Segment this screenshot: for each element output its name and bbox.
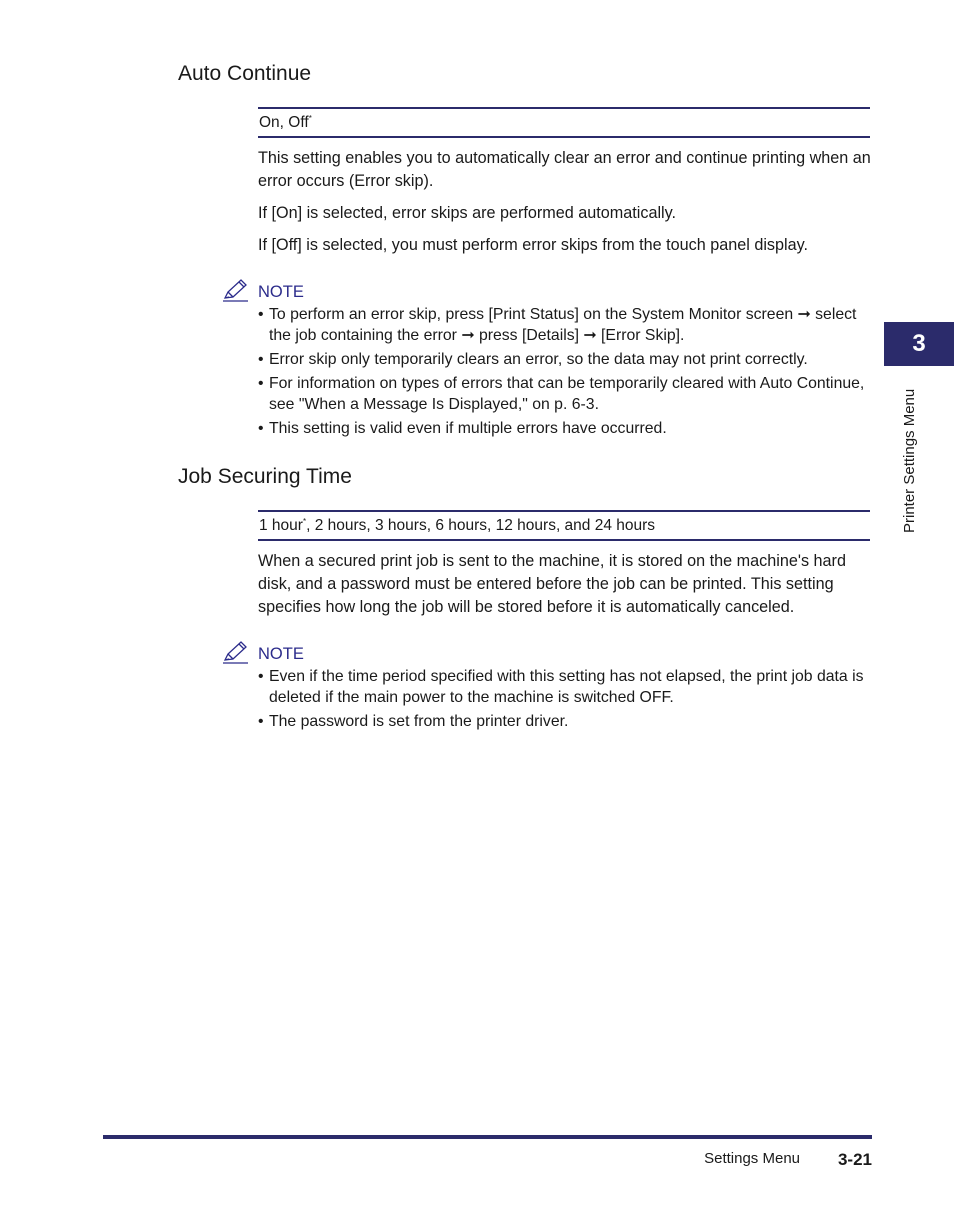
section-title-auto-continue: Auto Continue: [178, 62, 312, 85]
paragraph: If [Off] is selected, you must perform error skips from the touch panel display.: [258, 236, 809, 254]
chapter-tab: [884, 322, 954, 366]
options-text: 1 hour: [259, 517, 303, 534]
note-list: [258, 304, 873, 442]
note-label: NOTE: [258, 282, 304, 301]
note-header: [222, 280, 304, 304]
note-header: [222, 642, 304, 666]
options-text-rest: , 2 hours, 3 hours, 6 hours, 12 hours, and 24 hours: [306, 517, 656, 534]
default-mark: *: [308, 114, 312, 123]
pencil-icon: [222, 640, 250, 669]
paragraph: When a secured print job is sent to the machine, it is stored on the machine's hard disk, and a password must be entered before the job can be printed. This setting specifies how long the job will be stored before it is automatically canceled.: [258, 552, 846, 616]
note-item: • Error skip only temporarily clears an error, so the data may not print correctly.: [258, 349, 873, 370]
chapter-number: 3: [912, 330, 926, 357]
footer-rule: [103, 1135, 872, 1139]
note-label: NOTE: [258, 644, 304, 663]
pencil-icon: [222, 278, 250, 307]
page-number: 3-21: [837, 1150, 872, 1169]
default-mark: *: [302, 517, 307, 526]
note-item: • Even if the time period specified with this setting has not elapsed, the print job data is deleted if the main power to the machine is switched OFF.: [258, 666, 873, 708]
note-item: • This setting is valid even if multiple errors have occurred.: [258, 418, 873, 439]
note-item: • The password is set from the printer driver.: [258, 711, 873, 732]
options-text: On, Off: [259, 114, 309, 131]
note-list: [258, 666, 873, 735]
note-item: • For information on types of errors that can be temporarily cleared with Auto Continue, see "When a Message Is Displayed," on p. 6-3.: [258, 373, 873, 415]
chapter-title-vertical: Printer Settings Menu: [901, 388, 918, 533]
section-title-job-securing-time: Job Securing Time: [178, 465, 352, 488]
paragraph: If [On] is selected, error skips are performed automatically.: [258, 204, 677, 222]
options-box-job-securing-time: [258, 510, 870, 541]
footer-label: Settings Menu: [704, 1150, 800, 1167]
paragraph: This setting enables you to automatically clear an error and continue printing when an error occurs (Error skip).: [258, 149, 871, 190]
note-item: • To perform an error skip, press [Print Status] on the System Monitor screen ➞ select the job containing the error ➞ press [Details] ➞ [Error Skip].: [258, 304, 873, 346]
options-box-auto-continue: [258, 107, 870, 138]
